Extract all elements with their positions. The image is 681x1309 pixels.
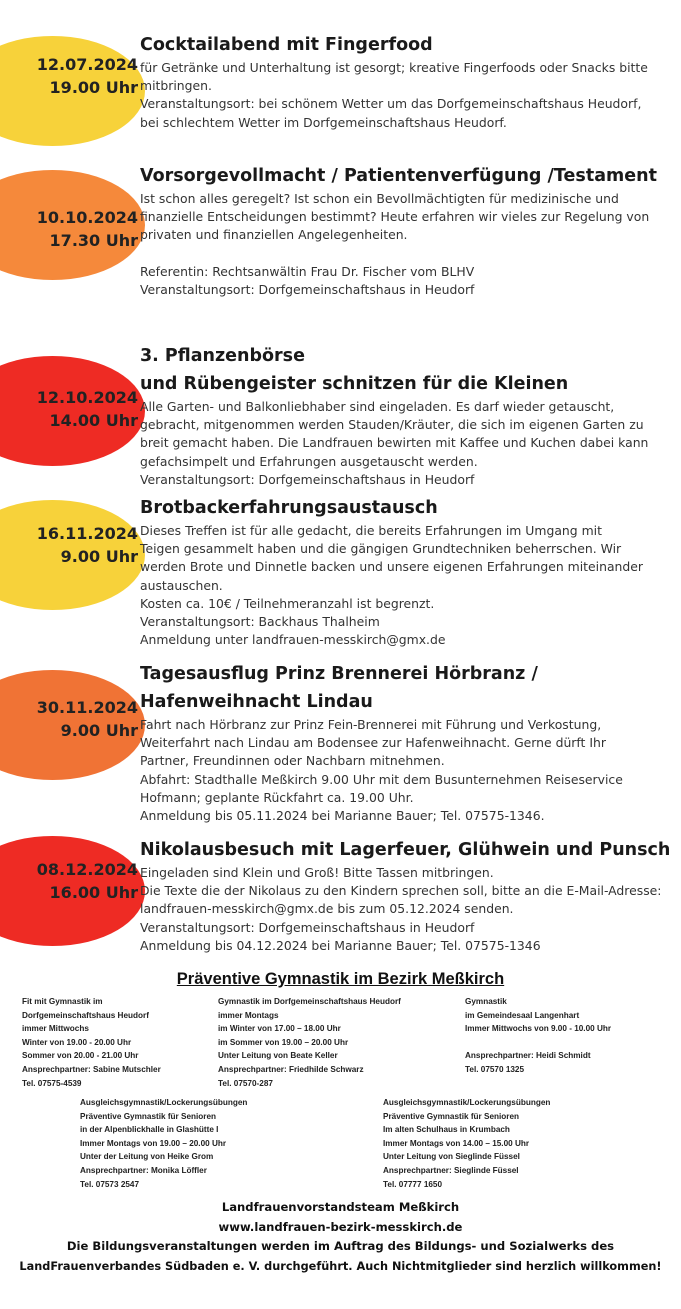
footer-note: LandFrauenverbandes Südbaden e. V. durchgeführt. Auch Nichtmitglieder sind herzlich willkommen! [19, 1259, 662, 1273]
event-date: 16.11.2024 9.00 Uhr [36, 524, 138, 566]
event: Nikolausbesuch mit Lagerfeuer, Glühwein und Punsch Eingeladen sind Klein und Groß! Bitte Tassen mitbringen. Die Texte die der Nikolaus zu den Kindern sprechen soll, bitte an die E-Mail-Adresse: landfrauen-messkirch@gmx.de bis zum 05.12.2024 senden. Veranstaltungsort: Dorfgemeinschaftshaus in Heudorf Anmeldung bis 04.12.2024 bei Marianne Bauer; Tel. 07575-1346 [140, 836, 673, 955]
gymnastics-title: Präventive Gymnastik im Bezirk Meßkirch [176, 970, 505, 988]
event-date: 12.10.2024 14.00 Uhr [36, 388, 138, 430]
event-title: Cocktailabend mit Fingerfood [140, 35, 433, 55]
event-title: Nikolausbesuch mit Lagerfeuer, Glühwein und Punsch [140, 840, 671, 860]
gymnastics-column: Fit mit Gymnastik im Dorfgemeinschaftshaus Heudorf immer Mittwochs Winter von 19.00 - 20.00 Uhr Sommer von 20.00 - 21.00 Uhr Ansprechpartner: Sabine Mutschler Tel. 07575-4539 [22, 997, 161, 1088]
gymnastics-column: Ausgleichsgymnastik/Lockerungsübungen Präventive Gymnastik für Senioren Im alten Schulhaus in Krumbach Immer Montags von 14.00 – 15.00 Uhr Unter Leitung von Sieglinde Füssel Ansprechpartner: Sieglinde Füssel Tel. 07777 1650 [383, 1098, 551, 1189]
event-title: Tagesausflug Prinz Brennerei Hörbranz / [140, 664, 538, 684]
event-date: 08.12.2024 16.00 Uhr [36, 860, 138, 902]
event: Cocktailabend mit Fingerfood für Getränke und Unterhaltung ist gesorgt; kreative Fingerfoods oder Snacks bitte mitbringen. Veranstaltungsort: bei schönem Wetter um das Dorfgemeinschaftshaus Heudorf, bei schlechtem Wetter im Dorfgemeinschaftshaus Heudorf. [140, 31, 673, 132]
event-title: Brotbackerfahrungsaustausch [140, 498, 438, 518]
footer-team: Landfrauenvorstandsteam Meßkirch [221, 1200, 460, 1214]
event-title: Vorsorgevollmacht / Patientenverfügung /Testament [140, 166, 657, 186]
event: 3. Pflanzenbörse und Rübengeister schnitzen für die Kleinen Alle Garten- und Balkonliebhaber sind eingeladen. Es darf wieder getauscht, gebracht, mitgenommen werden Stauden/Kräuter, die sich im eigenen Garten zu breit gemacht haben. Die Landfrauen bewirten mit Kaffee und Kuchen dabei kann gefachsimpelt und Erfahrungen ausgetauscht werden. Veranstaltungsort: Dorfgemeinschaftshaus in Heudorf [140, 342, 673, 489]
gymnastics-column: Gymnastik im Dorfgemeinschaftshaus Heudorf immer Montags im Winter von 17.00 – 18.00 Uhr im Sommer von 19.00 – 20.00 Uhr Unter Leitung von Beate Keller Ansprechpartner: Friedhilde Schwarz Tel. 07570-287 [218, 997, 401, 1088]
gymnastics-column: Ausgleichsgymnastik/Lockerungsübungen Präventive Gymnastik für Senioren in der Alpenblickhalle in Glashütte I Immer Montags von 19.00 – 20.00 Uhr Unter der Leitung von Heike Grom Ansprechpartner: Monika Löffler Tel. 07573 2547 [80, 1098, 248, 1189]
event-title: 3. Pflanzenbörse [140, 346, 305, 366]
event-title: und Rübengeister schnitzen für die Kleinen [140, 374, 569, 394]
footer-note: Die Bildungsveranstaltungen werden im Auftrag des Bildungs- und Sozialwerks des [66, 1239, 615, 1253]
event: Brotbackerfahrungsaustausch Dieses Treffen ist für alle gedacht, die bereits Erfahrungen im Umgang mit Teigen gesammelt haben und die gängigen Grundtechniken beherrschen. Wir werden Brote und Dinnetle backen und unsere eigenen Erfahrungen miteinander austauschen. Kosten ca. 10€ / Teilnehmeranzahl ist begrenzt. Veranstaltungsort: Backhaus Thalheim Anmeldung unter landfrauen-messkirch@gmx.de [140, 494, 673, 649]
event-date: 30.11.2024 9.00 Uhr [36, 698, 138, 740]
event-date: 12.07.2024 19.00 Uhr [36, 55, 138, 97]
footer-website[interactable]: www.landfrauen-bezirk-messkirch.de [218, 1219, 463, 1234]
footer [0, 1198, 681, 1276]
event: Vorsorgevollmacht / Patientenverfügung /Testament Ist schon alles geregelt? Ist schon ein Bevollmächtigten für medizinische und finanzielle Entscheidungen bestimmt? Heute erfahren wir vieles zur Regelung von privaten und finanziellen Angelegenheiten. Referentin: Rechtsanwältin Frau Dr. Fischer vom BLHV Veranstaltungsort: Dorfgemeinschaftshaus in Heudorf [140, 162, 673, 299]
gymnastics-column: Gymnastik im Gemeindesaal Langenhart Immer Mittwochs von 9.00 - 10.00 Uhr Ansprechpartner: Heidi Schmidt Tel. 07570 1325 [465, 997, 612, 1074]
event: Tagesausflug Prinz Brennerei Hörbranz / Hafenweihnacht Lindau Fahrt nach Hörbranz zur Prinz Fein-Brennerei mit Führung und Verkostung, Weiterfahrt nach Lindau am Bodensee zur Hafenweihnacht. Gerne dürft Ihr Partner, Freundinnen oder Nachbarn mitnehmen. Abfahrt: Stadthalle Meßkirch 9.00 Uhr mit dem Busunternehmen Reiseservice Hofmann; geplante Rückfahrt ca. 19.00 Uhr. Anmeldung bis 05.11.2024 bei Marianne Bauer; Tel. 07575-1346. [140, 660, 673, 825]
event-date: 10.10.2024 17.30 Uhr [36, 208, 138, 250]
event-title: Hafenweihnacht Lindau [140, 692, 373, 712]
